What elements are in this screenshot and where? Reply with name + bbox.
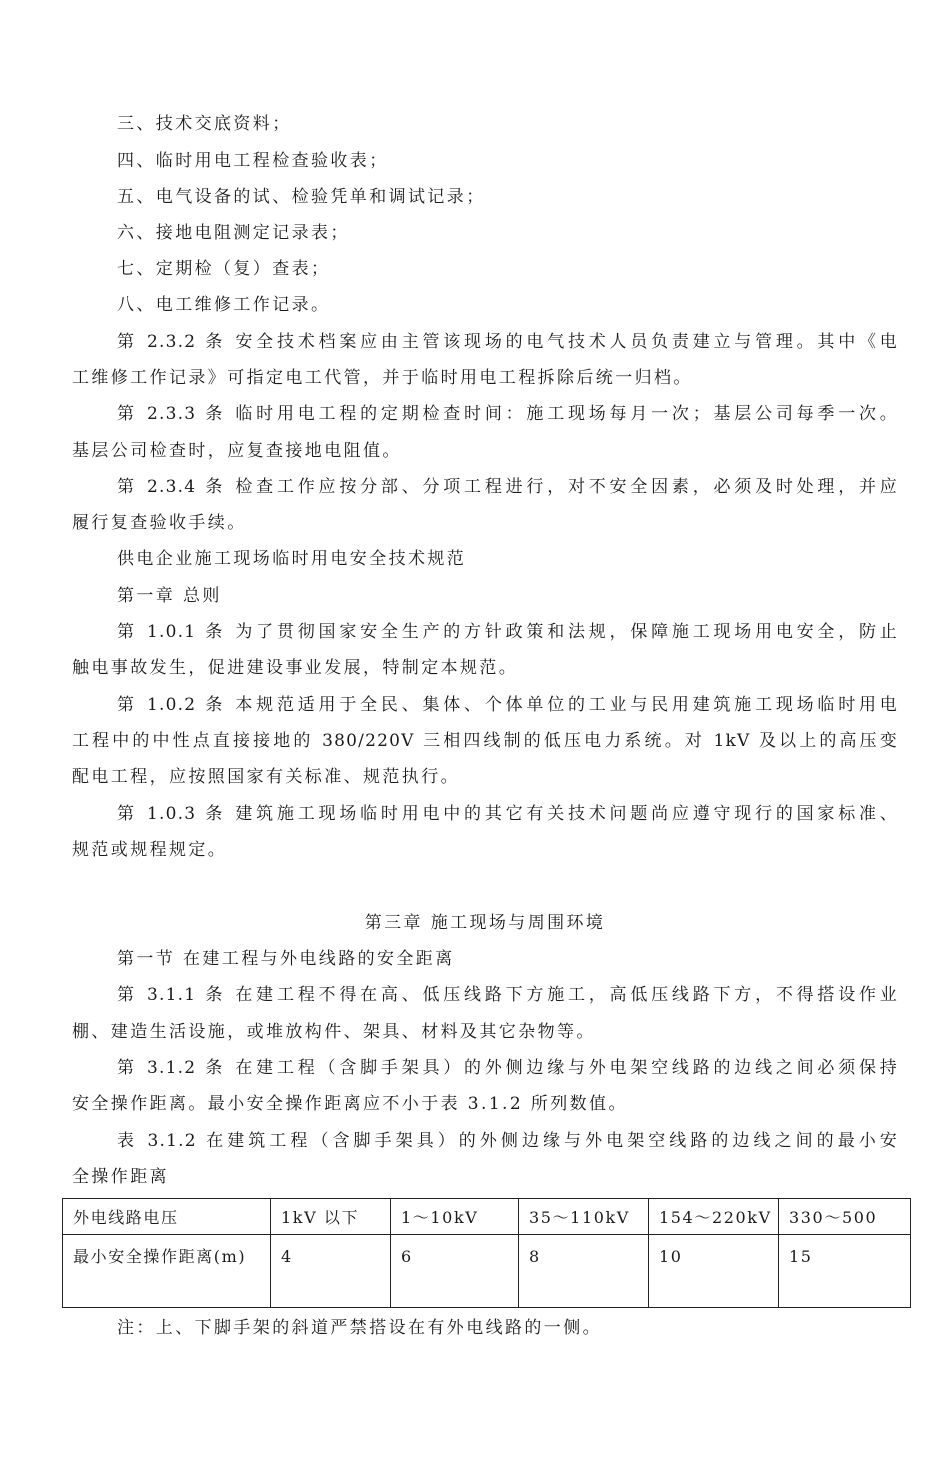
paragraph-line: 履行复查验收手续。 [72,513,247,533]
paragraph-line: 触电事故发生，促进建设事业发展，特制定本规范。 [72,658,519,678]
table-cell: 154～220kV [649,1199,779,1235]
table-cell: 15 [779,1235,911,1308]
table-row [63,1235,911,1308]
paragraph-line: 工程中的中性点直接接地的 380/220V 三相四线制的低压电力系统。对 1kV 及以上的高压变 [72,731,898,751]
paragraph-line: 第 2.3.4 条 检查工作应按分部、分项工程进行，对不安全因素，必须及时处理，并应 [117,477,898,497]
paragraph-line: 第 2.3.3 条 临时用电工程的定期检查时间：施工现场每月一次；基层公司每季一次。 [117,404,898,424]
list-item: 五、电气设备的试、检验凭单和调试记录； [117,187,486,207]
document-title: 供电企业施工现场临时用电安全技术规范 [117,549,467,569]
paragraph-line: 第 3.1.2 条 在建工程（含脚手架具）的外侧边缘与外电架空线路的边线之间必须保持 [117,1058,898,1078]
table-note: 注：上、下脚手架的斜道严禁搭设在有外电线路的一侧。 [117,1318,602,1338]
list-item: 三、技术交底资料； [117,114,292,134]
table-cell: 最小安全操作距离(m) [63,1235,271,1308]
safety-distance-table [62,1198,911,1308]
table-cell: 6 [391,1235,519,1308]
paragraph-line: 第 1.0.3 条 建筑施工现场临时用电中的其它有关技术问题尚应遵守现行的国家标准、 [117,804,898,824]
table-cell: 35～110kV [519,1199,649,1235]
table-cell: 10 [649,1235,779,1308]
paragraph-line: 基层公司检查时，应复查接地电阻值。 [72,441,402,461]
table-cell: 1～10kV [391,1199,519,1235]
table-cell: 8 [519,1235,649,1308]
paragraph-line: 工维修工作记录》可指定电工代管，并于临时用电工程拆除后统一归档。 [72,368,693,388]
table-cell: 外电线路电压 [63,1199,271,1235]
table-caption: 全操作距离 [72,1167,169,1187]
list-item: 六、接地电阻测定记录表； [117,223,350,243]
paragraph-line: 第 1.0.2 条 本规范适用于全民、集体、个体单位的工业与民用建筑施工现场临时用电 [117,695,898,715]
paragraph-line: 棚、建造生活设施，或堆放构件、架具、材料及其它杂物等。 [72,1022,596,1042]
section-heading: 第一节 在建工程与外电线路的安全距离 [117,949,455,969]
table-header-row [63,1199,911,1235]
table-cell: 4 [271,1235,391,1308]
paragraph-line: 第 1.0.1 条 为了贯彻国家安全生产的方针政策和法规，保障施工现场用电安全，防止 [117,622,898,642]
table-cell: 330～500 [779,1199,911,1235]
chapter-heading: 第一章 总则 [117,586,222,606]
paragraph-line: 第 3.1.1 条 在建工程不得在高、低压线路下方施工，高低压线路下方，不得搭设作业 [117,985,898,1005]
paragraph-line: 配电工程，应按照国家有关标准、规范执行。 [72,767,460,787]
paragraph-line: 安全操作距离。最小安全操作距离应不小于表 3.1.2 所列数值。 [72,1094,628,1114]
table-cell: 1kV 以下 [271,1199,391,1235]
table-caption: 表 3.1.2 在建筑工程（含脚手架具）的外侧边缘与外电架空线路的边线之间的最小安 [117,1131,898,1151]
paragraph-line: 第 2.3.2 条 安全技术档案应由主管该现场的电气技术人员负责建立与管理。其中《电 [117,332,898,352]
chapter-heading: 第三章 施工现场与周围环境 [364,913,606,933]
list-item: 七、定期检（复）查表； [117,259,331,279]
paragraph-line: 规范或规程规定。 [72,840,228,860]
list-item: 八、电工维修工作记录。 [117,295,331,315]
list-item: 四、临时用电工程检查验收表； [117,151,389,171]
